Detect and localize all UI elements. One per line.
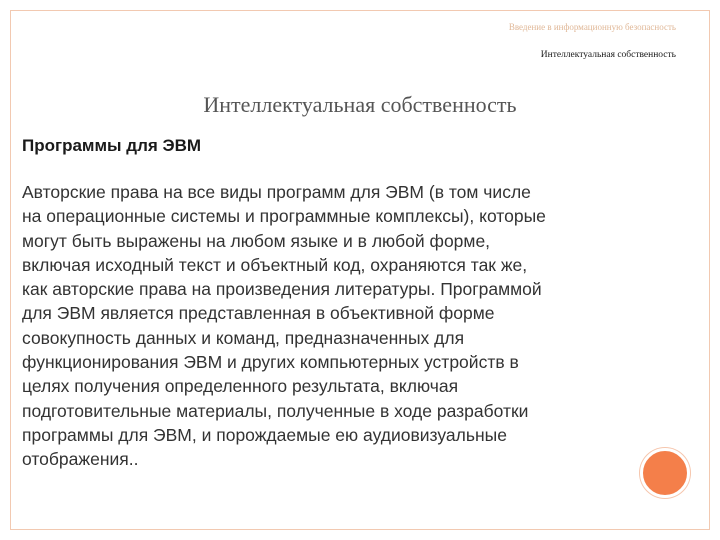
body-line: отображения.. <box>22 449 139 470</box>
body-line: как авторские права на произведения литературы. Программой <box>22 279 542 300</box>
body-paragraph <box>22 180 642 472</box>
body-line: целях получения определенного результата, включая <box>22 376 459 397</box>
body-line: функционирования ЭВМ и других компьютерных устройств в <box>22 352 519 373</box>
body-line: совокупность данных и команд, предназначенных для <box>22 327 465 348</box>
header-course-title: Введение в информационную безопасность <box>508 22 676 32</box>
header-section-title: Интеллектуальная собственность <box>540 50 676 60</box>
body-line: подготовительные материалы, полученные в ходе разработки <box>22 400 529 421</box>
accent-circle-decoration <box>640 448 690 498</box>
body-line: могут быть выражены на любом языке и в любой форме, <box>22 230 491 251</box>
body-line: Авторские права на все виды программ для ЭВМ (в том числе <box>22 182 531 202</box>
body-line: на операционные системы и программные комплексы), которые <box>22 206 546 227</box>
slide-subtitle: Программы для ЭВМ <box>22 136 202 155</box>
body-line: включая исходный текст и объектный код, охраняются так же, <box>22 254 528 275</box>
body-line: для ЭВМ является представленная в объективной форме <box>22 303 495 324</box>
slide-title: Интеллектуальная собственность <box>203 92 517 117</box>
body-line: программы для ЭВМ, и порождаемые ею аудиовизуальные <box>22 424 507 445</box>
